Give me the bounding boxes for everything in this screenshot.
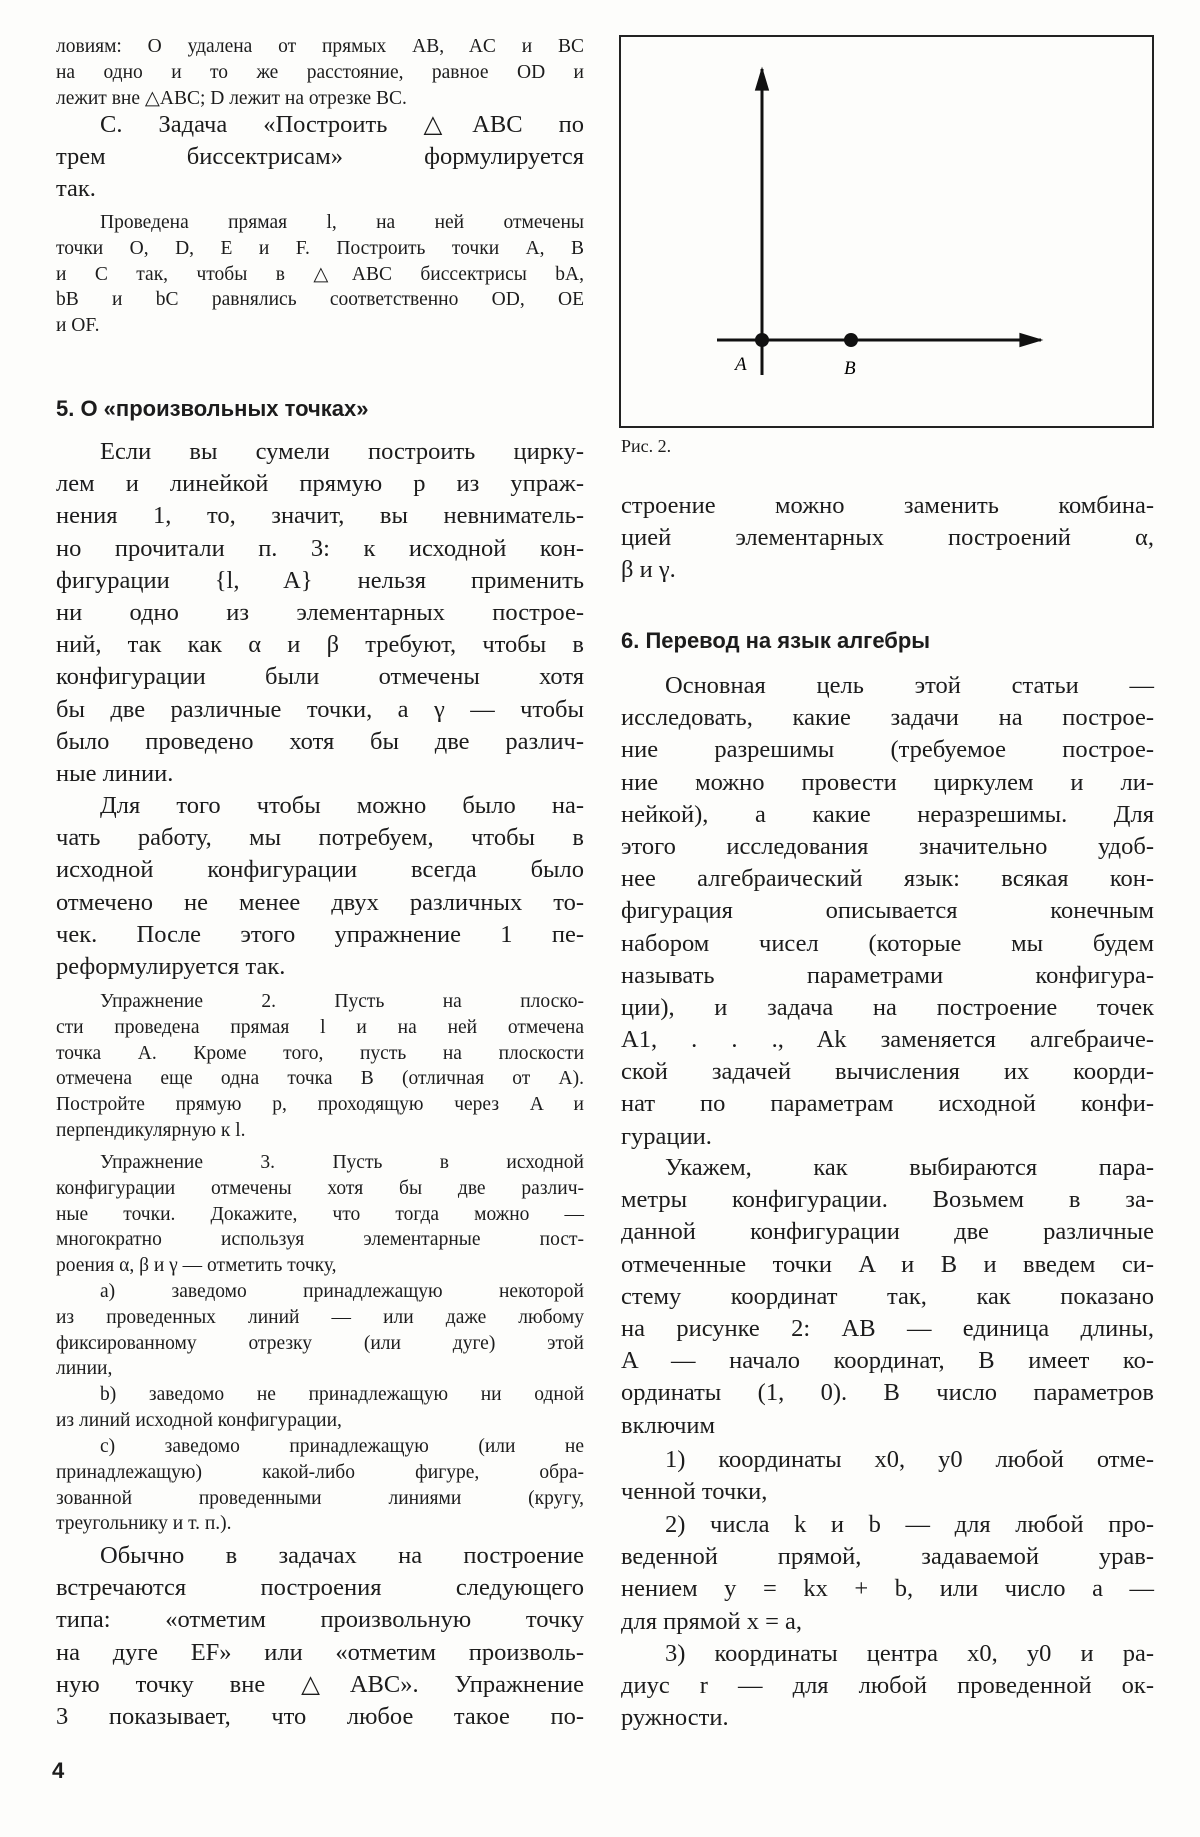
- exercise-3-item-b: [56, 1382, 584, 1434]
- text-line: Обычно в задачах на построение: [100, 1542, 584, 1569]
- text-line: нее алгебраический язык: всякая кон-: [621, 865, 1154, 893]
- paragraph-requirement: [56, 790, 584, 983]
- text-line: из линий исходной конфигурации,: [56, 1409, 342, 1431]
- text-line: чать работу, мы потребуем, чтобы в: [56, 824, 584, 852]
- exercise-2: [56, 989, 584, 1144]
- text-line: лем и линейкой прямую p из упраж-: [56, 470, 584, 498]
- text-line: бы две различные точки, а γ — чтобы: [56, 695, 584, 723]
- exercise-3: [56, 1150, 584, 1279]
- text-line: С. Задача «Построить △ABC по: [100, 111, 584, 138]
- text-line: 2) числа k и b — для любой про-: [665, 1511, 1154, 1538]
- list-item-3: [621, 1638, 1154, 1735]
- text-line: конфигурации отмечены хотя бы две различ-: [56, 1177, 584, 1199]
- text-line: Основная цель этой статьи —: [665, 672, 1154, 699]
- text-line: и OF.: [56, 315, 100, 337]
- text-line: ние можно провести циркулем и ли-: [621, 768, 1154, 796]
- label-a: A: [735, 354, 747, 375]
- text-line: Упражнение 2. Пусть на плоско-: [100, 991, 584, 1012]
- paragraph-parameters: [621, 1152, 1154, 1442]
- figure-caption: Рис. 2.: [621, 436, 672, 456]
- text-line: Если вы сумели построить цирку-: [100, 438, 584, 465]
- text-line: ные линии.: [56, 759, 174, 787]
- text-line: включим: [621, 1411, 716, 1439]
- text-line: диус r — для любой проведенной ок-: [621, 1672, 1154, 1700]
- text-line: bB и bC равнялись соответственно OD, OE: [56, 289, 584, 311]
- text-line: b) заведомо не принадлежащую ни одной: [100, 1384, 584, 1405]
- list-item-2: [621, 1509, 1154, 1638]
- text-line: Укажем, как выбираются пара-: [665, 1154, 1154, 1181]
- text-line: отмечена еще одна точка B (отличная от A).: [56, 1068, 584, 1090]
- text-line: 1) координаты x0, y0 любой отме-: [665, 1446, 1154, 1473]
- text-line: фиксированному отрезку (или дуге) этой: [56, 1332, 584, 1354]
- point-b: [844, 333, 858, 347]
- text-line: из проведенных линий — или даже любому: [56, 1306, 584, 1328]
- text-line: A — начало координат, B имеет ко-: [621, 1347, 1154, 1375]
- text-line: на рисунке 2: AB — единица длины,: [621, 1314, 1154, 1342]
- text-line: фигурации {l, A} нельзя применить: [56, 566, 584, 594]
- text-line: лежит вне △ABC; D лежит на отрезке BC.: [56, 87, 407, 109]
- paragraph-main-goal: [621, 670, 1154, 1153]
- text-line: линии,: [56, 1358, 113, 1380]
- text-line: нения 1, то, значит, вы невниматель-: [56, 502, 584, 530]
- text-line: фигурация описывается конечным: [621, 897, 1154, 925]
- text-line: 3) координаты центра x0, y0 и ра-: [665, 1640, 1154, 1667]
- text-line: данной конфигурации две различные: [621, 1218, 1154, 1246]
- point-a: [755, 333, 769, 347]
- text-line: ловиям: O удалена от прямых AB, AC и BC: [56, 36, 584, 57]
- label-b: B: [844, 358, 856, 379]
- figure-2: [619, 35, 1154, 428]
- paragraph-task-c: [56, 109, 584, 206]
- text-line: набором чисел (которые мы будем: [621, 929, 1154, 957]
- text-line: нейкой), а какие неразрешимы. Для: [621, 800, 1154, 828]
- text-line: треугольнику и т. п.).: [56, 1513, 232, 1535]
- text-line: для прямой x = a,: [621, 1607, 803, 1635]
- text-line: а) заведомо принадлежащую некоторой: [100, 1281, 584, 1302]
- text-line: отмечено не менее двух различных то-: [56, 888, 584, 916]
- exercise-3-item-a: [56, 1279, 584, 1382]
- text-line: точка A. Кроме того, пусть на плоскости: [56, 1042, 584, 1064]
- paragraph-continuation: [621, 490, 1154, 587]
- text-line: исходной конфигурации всегда было: [56, 856, 584, 884]
- text-line: конфигурации были отмечены хотя: [56, 663, 584, 691]
- text-line: принадлежащую) какой-либо фигуре, обра-: [56, 1461, 584, 1483]
- text-line: ние разрешимы (требуемое построе-: [621, 736, 1154, 764]
- text-line: так.: [56, 175, 96, 203]
- text-line: строение можно заменить комбина-: [621, 492, 1154, 519]
- text-line: называть параметрами конфигура-: [621, 961, 1154, 989]
- text-line: стему координат так, как показано: [621, 1282, 1154, 1310]
- text-line: многократно используя элементарные пост-: [56, 1229, 584, 1251]
- text-line: точки O, D, E и F. Построить точки A, B: [56, 237, 584, 259]
- text-line: сти проведена прямая l и на ней отмечена: [56, 1016, 584, 1038]
- section-heading-6: 6. Перевод на язык алгебры: [621, 628, 931, 653]
- text-line: на дуге EF» или «отметим произволь-: [56, 1638, 584, 1666]
- text-line: этого исследования значительно удоб-: [621, 832, 1154, 860]
- text-line: нением y = kx + b, или число a —: [621, 1575, 1154, 1603]
- text-line: отмеченные точки A и B и введем си-: [621, 1250, 1154, 1278]
- text-line: ний, так как α и β требуют, чтобы в: [56, 631, 584, 659]
- text-line: исследовать, какие задачи на построе-: [621, 704, 1154, 732]
- text-line: чек. После этого упражнение 1 пе-: [56, 920, 584, 948]
- text-line: 3 показывает, что любое такое по-: [56, 1702, 584, 1730]
- page-number: 4: [52, 1758, 65, 1783]
- text-line: трем биссектрисам» формулируется: [56, 143, 584, 171]
- text-line: Проведена прямая l, на ней отмечены: [100, 212, 584, 233]
- list-item-1: [621, 1444, 1154, 1508]
- text-line: ции), и задача на построение точек: [621, 993, 1154, 1021]
- section-heading-5: 5. О «произвольных точках»: [56, 396, 369, 421]
- text-line: гурации.: [621, 1122, 712, 1150]
- text-line: на одно и то же расстояние, равное OD и: [56, 61, 584, 83]
- text-line: ни одно из элементарных построе-: [56, 598, 584, 626]
- paragraph-arbitrary-points: [56, 436, 584, 790]
- text-line: роения α, β и γ — отметить точку,: [56, 1255, 337, 1277]
- paragraph-conditions: [56, 34, 584, 111]
- text-line: A1, . . ., Ak заменяется алгебраиче-: [621, 1026, 1154, 1054]
- paragraph-typical-constructions: [56, 1540, 584, 1733]
- text-line: зованной проведенными линиями (кругу,: [56, 1487, 584, 1509]
- text-line: Постройте прямую p, проходящую через A и: [56, 1094, 584, 1116]
- paragraph-task-c-statement: [56, 210, 584, 339]
- text-line: перпендикулярную к l.: [56, 1119, 246, 1141]
- coordinate-axes-diagram: [621, 37, 1152, 426]
- text-line: но прочитали п. 3: к исходной кон-: [56, 534, 584, 562]
- text-line: было проведено хотя бы две различ-: [56, 727, 584, 755]
- text-line: c) заведомо принадлежащую (или не: [100, 1436, 584, 1457]
- text-line: встречаются построения следующего: [56, 1574, 584, 1602]
- text-line: и C так, чтобы в △ABC биссектрисы bA,: [56, 263, 584, 285]
- text-line: реформулируется так.: [56, 952, 286, 980]
- text-line: β и γ.: [621, 556, 676, 584]
- text-line: ченной точки,: [621, 1478, 768, 1506]
- text-line: ные точки. Докажите, что тогда можно —: [56, 1203, 584, 1225]
- text-line: Для того чтобы можно было на-: [100, 792, 584, 819]
- text-line: ную точку вне △ABC». Упражнение: [56, 1670, 584, 1698]
- text-line: цией элементарных построений α,: [621, 524, 1154, 552]
- text-line: нат по параметрам исходной конфи-: [621, 1090, 1154, 1118]
- text-line: ружности.: [621, 1704, 729, 1732]
- text-line: ординаты (1, 0). В число параметров: [621, 1379, 1154, 1407]
- exercise-3-item-c: [56, 1434, 584, 1537]
- text-line: типа: «отметим произвольную точку: [56, 1606, 584, 1634]
- text-line: веденной прямой, задаваемой урав-: [621, 1543, 1154, 1571]
- text-line: Упражнение 3. Пусть в исходной: [100, 1152, 584, 1173]
- text-line: метры конфигурации. Возьмем в за-: [621, 1186, 1154, 1214]
- text-line: ской задачей вычисления их коорди-: [621, 1058, 1154, 1086]
